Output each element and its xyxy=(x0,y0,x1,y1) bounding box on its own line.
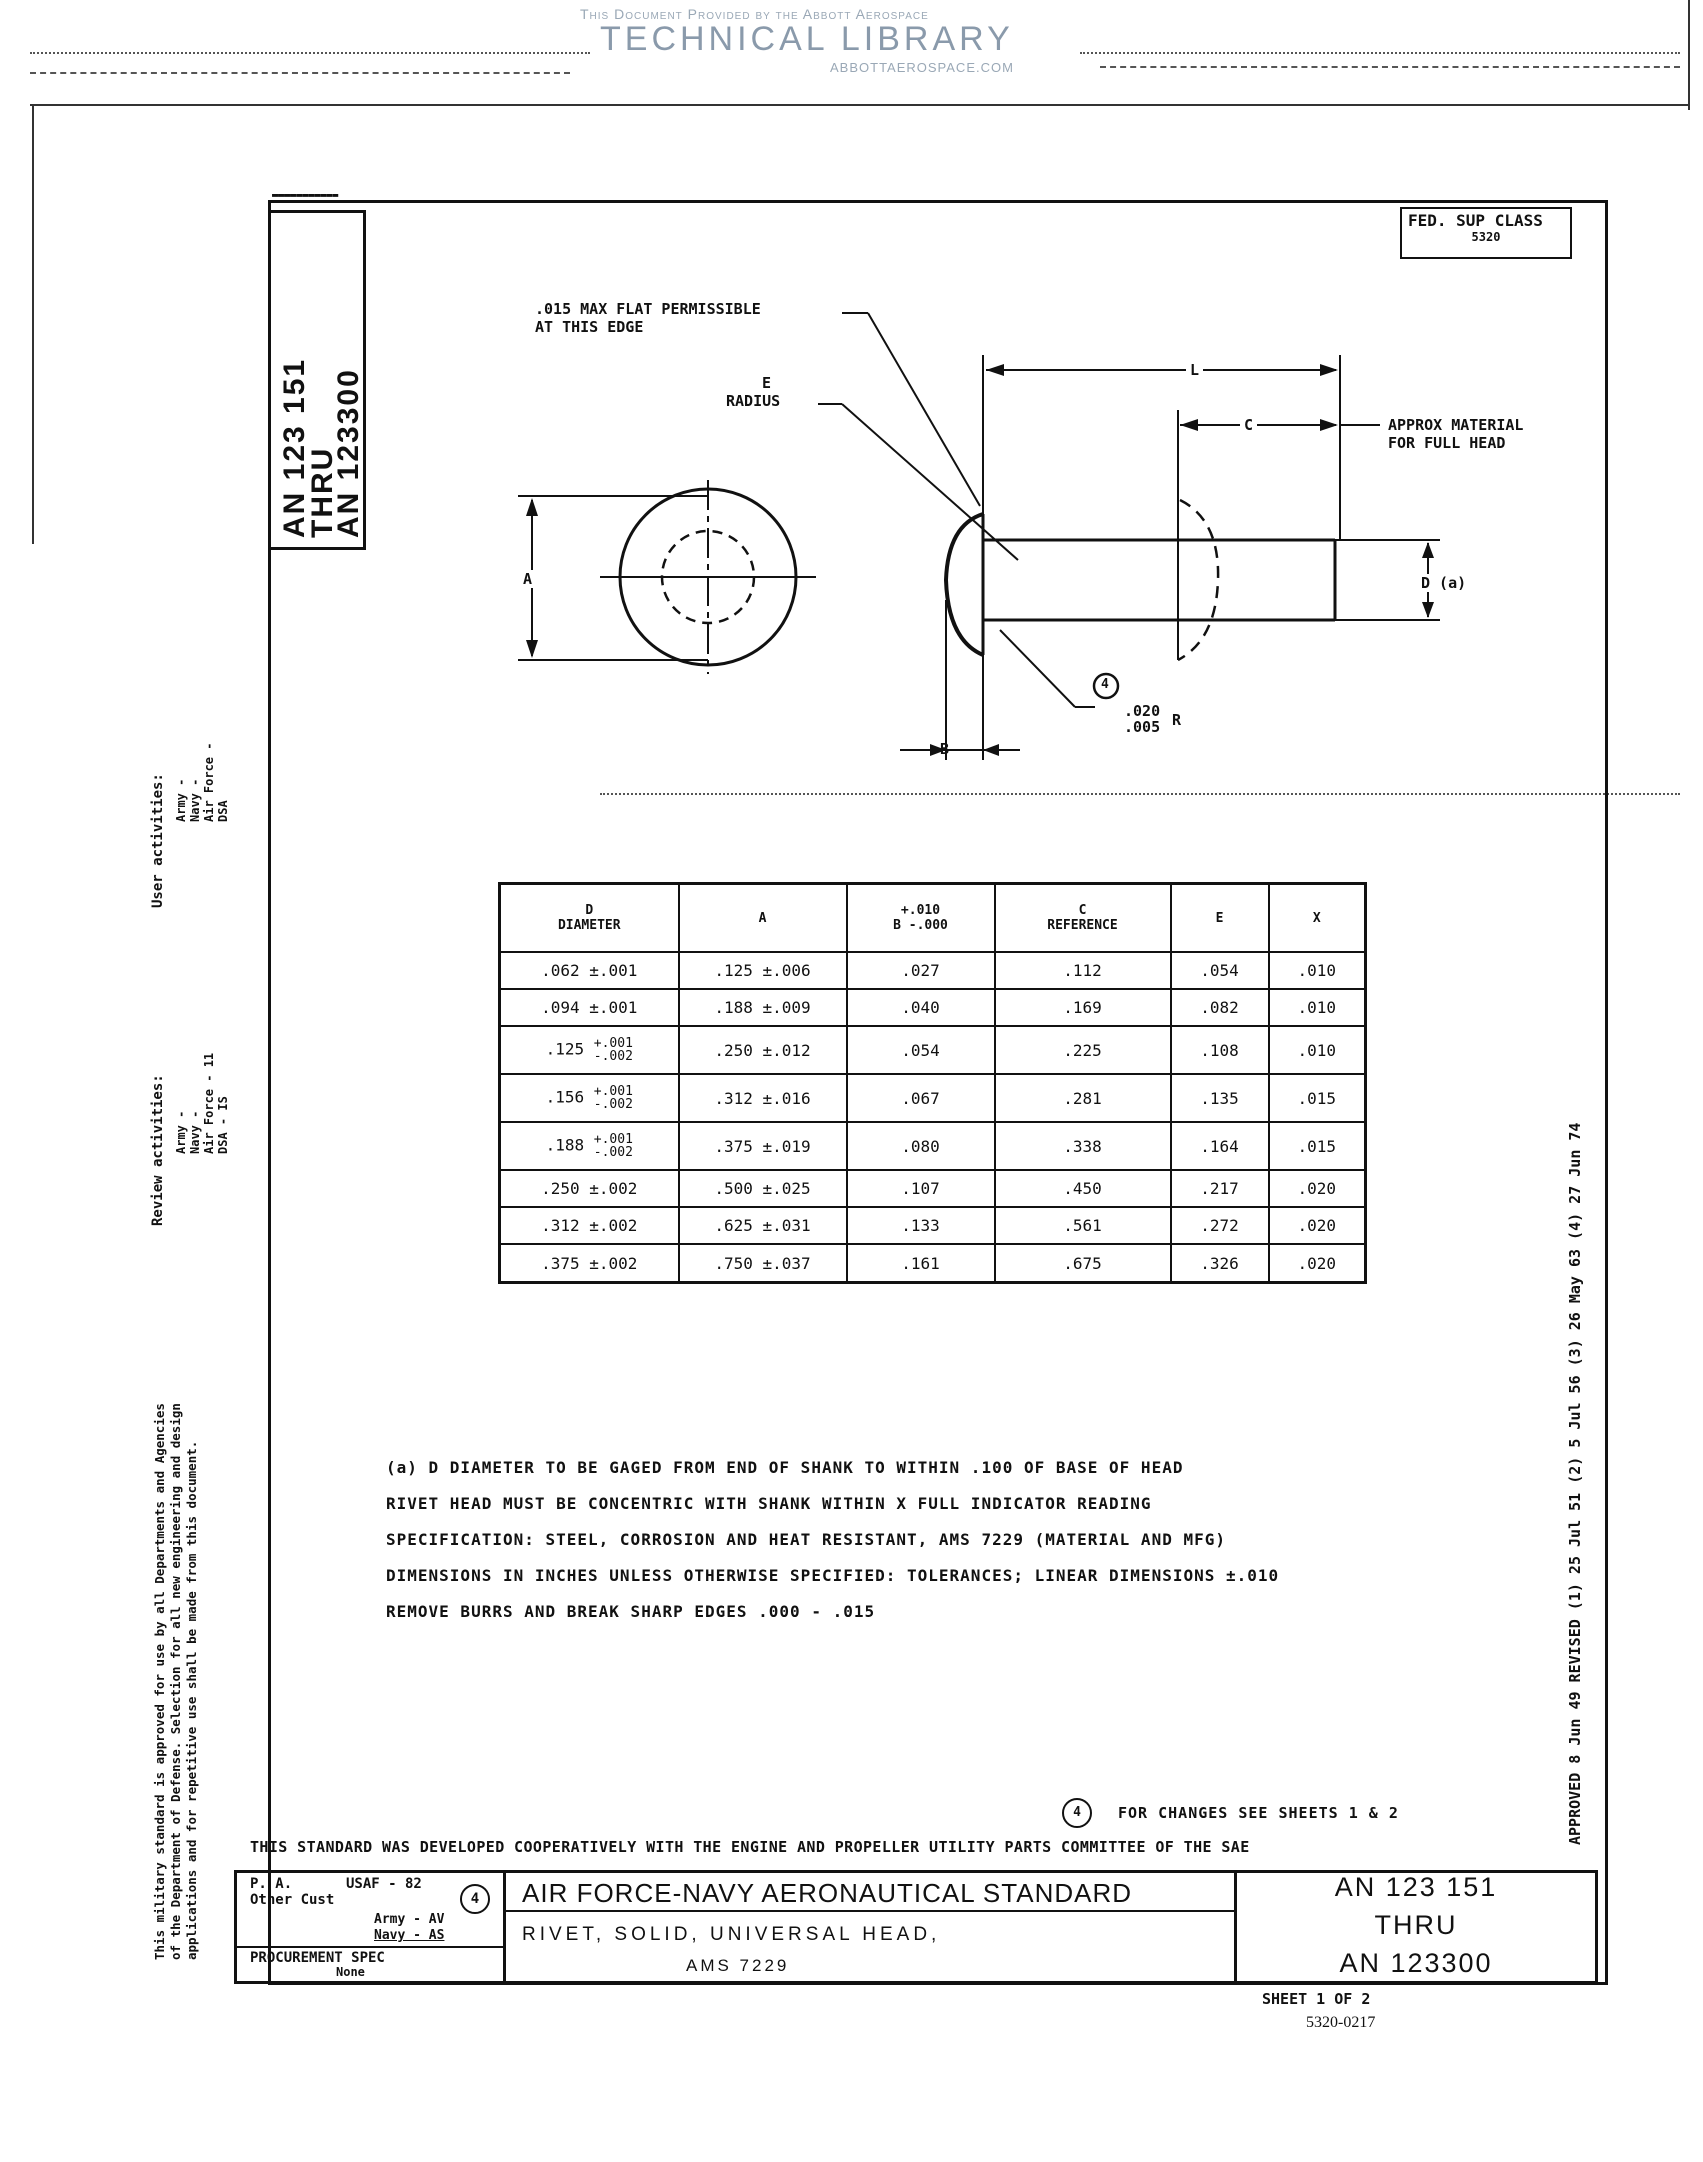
side-line-3: AN 123300 xyxy=(332,368,365,538)
a-value: .125 ±.006 xyxy=(679,952,847,989)
part-description: RIVET, SOLID, UNIVERSAL HEAD, xyxy=(522,1924,941,1945)
table-row xyxy=(500,1207,1366,1244)
e-value: .082 xyxy=(1171,989,1269,1026)
c-value: .112 xyxy=(995,952,1171,989)
note-gaging: (a) D DIAMETER TO BE GAGED FROM END OF SHANK TO WITHIN .100 OF BASE OF HEAD xyxy=(386,1458,1184,1477)
d-tolerance: ±.002 xyxy=(589,1179,638,1199)
col-header-x: X xyxy=(1269,884,1366,953)
e-value: .217 xyxy=(1171,1170,1269,1207)
a-arrow-top xyxy=(526,498,538,516)
d-value: .375 xyxy=(541,1253,580,1273)
review-activity: Navy - xyxy=(188,1110,202,1154)
e-value: .326 xyxy=(1171,1244,1269,1282)
d-tolerance-lower: -.002 xyxy=(593,1097,633,1113)
side-line-1: AN 123 151 xyxy=(278,357,311,538)
title-number-thru: THRU xyxy=(1374,1910,1458,1940)
note-dimensions: DIMENSIONS IN INCHES UNLESS OTHERWISE SPECIFIED: TOLERANCES; LINEAR DIMENSIONS ±.010 xyxy=(386,1566,1280,1585)
navy-value: Navy - AS xyxy=(374,1928,445,1943)
d-tolerance: ±.002 xyxy=(589,1216,638,1236)
rivet-head-profile xyxy=(946,514,983,655)
d-tolerance-upper: +.001 xyxy=(593,1084,633,1100)
fillet-radius-lower: .005 xyxy=(1124,718,1161,736)
changes-marker: 4 xyxy=(1062,1798,1092,1828)
technical-library-title: TECHNICAL LIBRARY xyxy=(600,20,1014,58)
note-concentric: RIVET HEAD MUST BE CONCENTRIC WITH SHANK WITHIN X FULL INDICATOR READING xyxy=(386,1494,1152,1513)
review-activities-title: Review activities: xyxy=(150,1074,166,1226)
table-row xyxy=(500,1244,1366,1282)
d-value: .156 xyxy=(545,1087,585,1107)
revision-history: APPROVED 8 Jun 49 REVISED (1) 25 Jul 51 (2) 5 Jul 56 (3) 26 May 63 (4) 27 Jun 74 xyxy=(1566,1122,1584,1845)
approval-text: applications and for repetitive use shall be made from this document. xyxy=(184,1440,199,1960)
standard-title: AIR FORCE-NAVY AERONAUTICAL STANDARD xyxy=(522,1878,1133,1908)
radius-label: RADIUS xyxy=(726,392,781,410)
a-value: .250 ±.012 xyxy=(679,1026,847,1074)
table-row xyxy=(500,1074,1366,1122)
c-value: .450 xyxy=(995,1170,1171,1207)
note-burrs: REMOVE BURRS AND BREAK SHARP EDGES .000 - .015 xyxy=(386,1602,876,1621)
x-value: .015 xyxy=(1269,1122,1366,1170)
table-row xyxy=(500,952,1366,989)
pa-label: P. A. xyxy=(250,1876,293,1892)
d-tolerance: ±.002 xyxy=(589,1253,638,1273)
user-activity: DSA xyxy=(216,800,230,822)
user-activities-title: User activities: xyxy=(150,773,166,908)
user-activity: Air Force - xyxy=(202,742,216,822)
c-value: .675 xyxy=(995,1244,1171,1282)
drawing-rev-marker: 4 xyxy=(1101,677,1109,692)
approx-material-note-2: FOR FULL HEAD xyxy=(1388,434,1506,452)
part-material-spec: AMS 7229 xyxy=(686,1956,790,1975)
d-tolerance-upper: +.001 xyxy=(593,1132,633,1148)
table-row xyxy=(500,1122,1366,1170)
x-value: .010 xyxy=(1269,989,1366,1026)
title-block-divider xyxy=(506,1910,1234,1912)
d-arrow-bottom xyxy=(1422,602,1434,618)
b-value: .054 xyxy=(847,1026,995,1074)
d-value: .312 xyxy=(541,1216,580,1236)
b-arrow-right xyxy=(983,744,999,756)
d-tolerance-lower: -.002 xyxy=(593,1049,633,1065)
l-label: L xyxy=(1186,361,1203,379)
table-header-row xyxy=(500,884,1366,953)
title-block-left-divider xyxy=(234,1946,506,1948)
table-row xyxy=(500,1026,1366,1074)
library-url: ABBOTTAEROSPACE.COM xyxy=(830,60,1014,75)
fed-sup-class-label: FED. SUP CLASS xyxy=(1408,211,1543,230)
e-label: E xyxy=(762,374,772,392)
frame-tag: ▬▬▬▬▬▬▬▬▬▬▬ xyxy=(272,190,339,201)
b-value: .107 xyxy=(847,1170,995,1207)
user-activity: Army - xyxy=(174,778,188,822)
d-arrow-top xyxy=(1422,542,1434,558)
review-activity: Army - xyxy=(174,1110,188,1154)
flat-note: .015 MAX FLAT PERMISSIBLE xyxy=(535,300,761,318)
procurement-spec-label: PROCUREMENT SPEC xyxy=(250,1950,385,1966)
col-header-e: E xyxy=(1171,884,1269,953)
approval-text: This military standard is approved for use by all Departments and Agencies xyxy=(152,1403,167,1960)
col-header-b: +.010 B -.000 xyxy=(847,884,995,953)
c-value: .338 xyxy=(995,1122,1171,1170)
approx-head-profile xyxy=(1178,500,1218,660)
l-arrow-right xyxy=(1320,364,1338,376)
b-value: .080 xyxy=(847,1122,995,1170)
d-tolerance-lower: -.002 xyxy=(593,1145,633,1161)
d-value: .188 xyxy=(545,1135,585,1155)
note-specification: SPECIFICATION: STEEL, CORROSION AND HEAT RESISTANT, AMS 7229 (MATERIAL AND MFG) xyxy=(386,1530,1226,1549)
x-value: .010 xyxy=(1269,1026,1366,1074)
b-value: .161 xyxy=(847,1244,995,1282)
x-value: .015 xyxy=(1269,1074,1366,1122)
e-value: .164 xyxy=(1171,1122,1269,1170)
fed-sup-class-value: 5320 xyxy=(1471,230,1501,244)
developed-note: THIS STANDARD WAS DEVELOPED COOPERATIVELY WITH THE ENGINE AND PROPELLER UTILITY PARTS COMMITTEE OF THE SAE xyxy=(250,1838,1250,1856)
table-row xyxy=(500,989,1366,1026)
l-arrow-left xyxy=(986,364,1004,376)
c-value: .281 xyxy=(995,1074,1171,1122)
d-tolerance: ±.001 xyxy=(589,961,638,981)
x-value: .010 xyxy=(1269,952,1366,989)
a-arrow-bottom xyxy=(526,640,538,658)
a-label: A xyxy=(523,570,533,588)
a-value: .500 ±.025 xyxy=(679,1170,847,1207)
d-value: .125 xyxy=(545,1039,585,1059)
approval-text: of the Department of Defense. Selection for all new engineering and design xyxy=(168,1403,183,1960)
procurement-spec-value: None xyxy=(336,1965,365,1979)
b-value: .040 xyxy=(847,989,995,1026)
d-tolerance-upper: +.001 xyxy=(593,1036,633,1052)
a-value: .375 ±.019 xyxy=(679,1122,847,1170)
fillet-radius-upper: .020 xyxy=(1124,702,1161,720)
side-line-2: THRU xyxy=(306,446,339,538)
c-value: .169 xyxy=(995,989,1171,1026)
b-value: .133 xyxy=(847,1207,995,1244)
c-value: .561 xyxy=(995,1207,1171,1244)
pa-value: USAF - 82 xyxy=(346,1876,422,1892)
col-header-a: A xyxy=(679,884,847,953)
d-value: .062 xyxy=(541,961,580,981)
c-value: .225 xyxy=(995,1026,1171,1074)
user-activity: Navy - xyxy=(188,778,202,822)
e-value: .272 xyxy=(1171,1207,1269,1244)
c-arrow-left xyxy=(1180,419,1198,431)
title-block-rev-marker: 4 xyxy=(460,1884,490,1914)
review-activity: Air Force - 11 xyxy=(202,1052,216,1154)
e-value: .054 xyxy=(1171,952,1269,989)
d-value: .250 xyxy=(541,1179,580,1199)
b-label: B xyxy=(940,740,950,758)
x-value: .020 xyxy=(1269,1207,1366,1244)
c-label: C xyxy=(1240,416,1257,434)
title-number-1: AN 123 151 xyxy=(1334,1872,1498,1902)
d-tolerance: ±.001 xyxy=(589,998,638,1018)
a-value: .625 ±.031 xyxy=(679,1207,847,1244)
d-label: D (a) xyxy=(1418,574,1469,592)
col-header-d: D DIAMETER xyxy=(500,884,679,953)
army-value: Army - AV xyxy=(374,1912,445,1927)
other-cust-label: Other Cust xyxy=(250,1892,335,1908)
x-value: .020 xyxy=(1269,1244,1366,1282)
a-value: .750 ±.037 xyxy=(679,1244,847,1282)
b-value: .027 xyxy=(847,952,995,989)
radius-leader xyxy=(842,404,1018,560)
sheet-number: SHEET 1 OF 2 xyxy=(1262,1990,1371,2008)
changes-note-text: FOR CHANGES SEE SHEETS 1 & 2 xyxy=(1118,1804,1399,1822)
fillet-radius-suffix: R xyxy=(1172,711,1182,729)
a-value: .312 ±.016 xyxy=(679,1074,847,1122)
dimension-table xyxy=(498,882,1367,1284)
x-value: .020 xyxy=(1269,1170,1366,1207)
e-value: .108 xyxy=(1171,1026,1269,1074)
e-value: .135 xyxy=(1171,1074,1269,1122)
rivet-drawing xyxy=(0,0,1703,800)
col-header-c: C REFERENCE xyxy=(995,884,1171,953)
c-arrow-right xyxy=(1320,419,1338,431)
b-value: .067 xyxy=(847,1074,995,1122)
approx-material-note: APPROX MATERIAL xyxy=(1388,416,1524,434)
provided-by-text: This Document Provided by the Abbott Aerospace xyxy=(580,6,929,22)
fillet-leader-2 xyxy=(1000,630,1075,707)
a-value: .188 ±.009 xyxy=(679,989,847,1026)
d-value: .094 xyxy=(541,998,580,1018)
table-row xyxy=(500,1170,1366,1207)
flat-note-2: AT THIS EDGE xyxy=(535,318,644,336)
form-number: 5320-0217 xyxy=(1306,2014,1376,2031)
review-activity: DSA - IS xyxy=(216,1096,230,1154)
title-number-2: AN 123300 xyxy=(1339,1948,1493,1978)
